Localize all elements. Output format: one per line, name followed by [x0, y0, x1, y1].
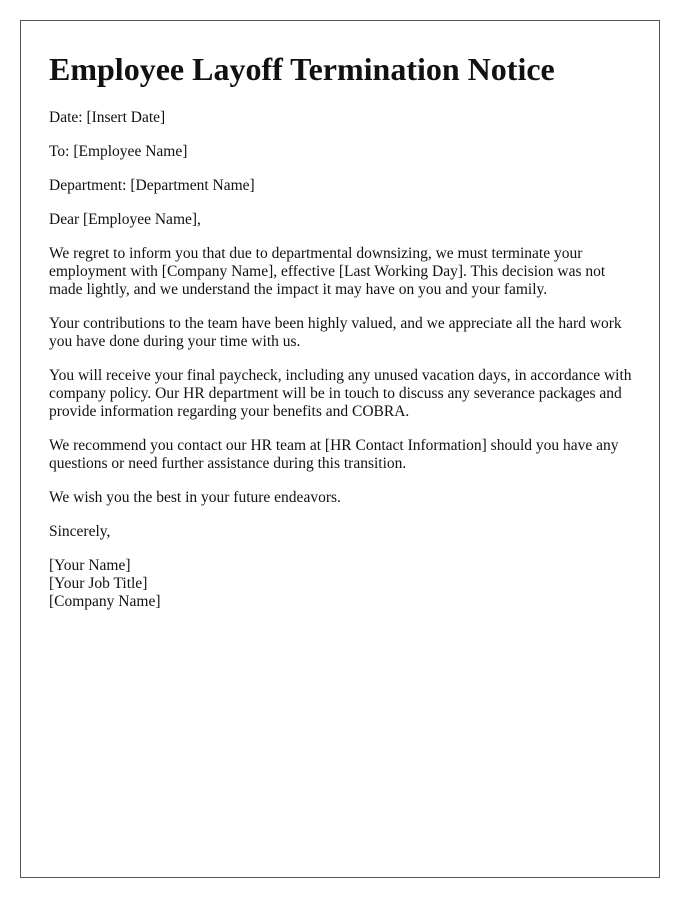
signature-block: [49, 557, 634, 611]
letter-content: [49, 49, 634, 611]
body-paragraph-final-pay: You will receive your final paycheck, including any unused vacation days, in accordance with company policy. Our HR department will be in touch to discuss any severance packages and provide information regarding your benefits and COBRA.: [49, 367, 632, 420]
signature-company: [Company Name]: [49, 593, 161, 610]
signature-name: [Your Name]: [49, 557, 131, 574]
body-paragraph-downsizing: We regret to inform you that due to departmental downsizing, we must terminate your employment with [Company Name], effective [Last Working Day]. This decision was not made lightly, and we understand the impact it may have on you and your family.: [49, 245, 606, 298]
body-paragraph-well-wishes: We wish you the best in your future endeavors.: [49, 489, 341, 506]
date-line: Date: [Insert Date]: [49, 109, 166, 126]
letter-title: Employee Layoff Termination Notice: [49, 51, 555, 87]
salutation: Dear [Employee Name],: [49, 211, 201, 228]
signature-job-title: [Your Job Title]: [49, 575, 148, 592]
letter-page: [20, 20, 660, 878]
body-paragraph-hr-contact: We recommend you contact our HR team at [HR Contact Information] should you have any questions or need further assistance during this transition.: [49, 437, 619, 472]
closing: Sincerely,: [49, 523, 111, 540]
department-line: Department: [Department Name]: [49, 177, 255, 194]
recipient-line: To: [Employee Name]: [49, 143, 188, 160]
body-paragraph-appreciation: Your contributions to the team have been highly valued, and we appreciate all the hard work you have done during your time with us.: [49, 315, 622, 350]
